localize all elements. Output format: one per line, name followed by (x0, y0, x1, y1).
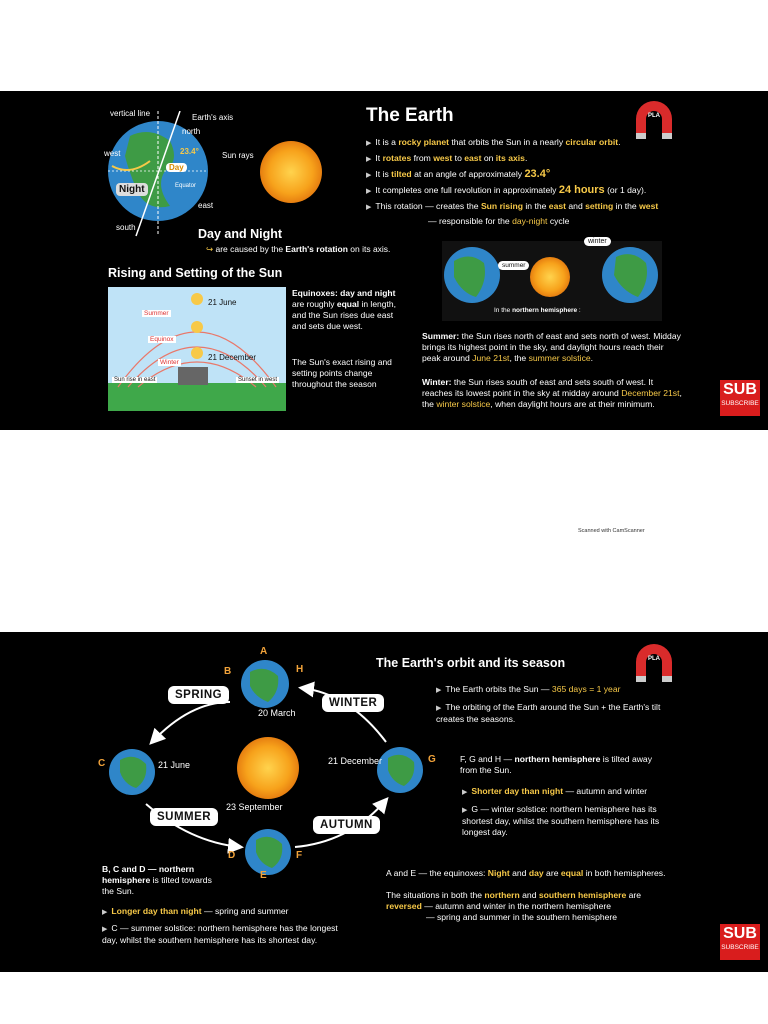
subscribe-button[interactable] (720, 380, 760, 416)
svg-text:PLA: PLA (648, 113, 660, 119)
bullet-seasons: ▶ The orbiting of the Earth around the Sun + the Earth's tilt creates the seasons. (436, 702, 661, 724)
summer-paragraph: Summer: the Sun rises north of east and sets north of west. Midday brings its highest point in the sky, and daylight hours reach their peak around June 21st, the summer solstice. (422, 331, 681, 363)
date-june: 21 June (158, 760, 191, 770)
rising-setting-heading: Rising and Setting of the Sun (108, 266, 283, 280)
bullet-tilted: ▶ It is tilted at an angle of approximately 23.4° (366, 168, 551, 180)
shorter-day-line: ▶ Shorter day than night — autumn and winter (462, 786, 648, 796)
date-march: 20 March (258, 708, 296, 718)
sky-label-sunrise: Sun rise in east (114, 377, 156, 383)
label-equator: Equator (175, 183, 197, 189)
sky-label-summer: Summer (144, 310, 169, 317)
sun-path-diagram (108, 287, 286, 411)
label-day: Day (166, 163, 187, 172)
letter-h: H (296, 664, 304, 675)
sky-label-winter: Winter (160, 359, 179, 366)
bullet-rotates: ▶ It rotates from west to east on its axis. (366, 153, 528, 163)
label-sun-rays: Sun rays (222, 151, 254, 160)
label-night: Night (116, 183, 148, 196)
season-spring: SPRING (168, 686, 229, 704)
letter-e: E (260, 870, 267, 881)
label-east: east (198, 201, 214, 210)
bcd-text: B, C and D — northern hemisphere is tilted towards the Sun. (102, 864, 212, 896)
magnet-logo-icon (630, 642, 678, 686)
g-text: ▶ G — winter solstice: northern hemisphere has its shortest day, whilst the southern hemisphere has its longest day. (462, 804, 660, 837)
ae-text: A and E — the equinoxes: Night and day are equal in both hemispheres. (386, 868, 666, 878)
date-december: 21 December (328, 756, 383, 766)
bullet-revolution: ▶ It completes one full revolution in approximately 24 hours (or 1 day). (366, 184, 647, 196)
slide-the-earth (0, 91, 768, 430)
letter-g: G (428, 754, 436, 765)
subscribe-small: SUBSCRIBE (721, 944, 759, 951)
exact-rising-text: The Sun's exact rising and setting points change throughout the season (292, 357, 392, 389)
subscribe-small: SUBSCRIBE (721, 400, 759, 407)
label-west: west (104, 149, 121, 158)
magnet-logo-icon (630, 99, 678, 143)
label-north: north (182, 127, 201, 136)
letter-d: D (228, 850, 236, 861)
slide-earth-orbit (0, 632, 768, 972)
bullet-orbit: ▶ The Earth orbits the Sun — 365 days = 1 year (436, 684, 621, 694)
subscribe-big: SUB (723, 381, 757, 398)
sun-center (237, 737, 299, 799)
season-summer: SUMMER (150, 808, 218, 826)
label-south: south (116, 223, 136, 232)
subscribe-button[interactable] (720, 924, 760, 960)
letter-b: B (224, 666, 232, 677)
bullet-rocky-planet: ▶ It is a rocky planet that orbits the Sun in a nearly circular orbit. (366, 137, 621, 147)
season-autumn: AUTUMN (313, 816, 380, 834)
bullet-rotation-sun: ▶ This rotation — creates the Sun rising in the east and setting in the west (366, 201, 659, 211)
label-angle: 23.4° (180, 147, 199, 156)
orbit-title: The Earth's orbit and its season (376, 656, 566, 670)
sun-graphic (258, 139, 324, 205)
label-earths-axis: Earth's axis (192, 113, 234, 122)
label-vertical-line: vertical line (110, 109, 151, 118)
subscribe-big: SUB (723, 925, 757, 942)
situations-text: The situations in both the northern and southern hemisphere are reversed — autumn and winter in the northern hemisphere — spring and summer in the southern hemisphere (386, 890, 642, 922)
day-night-text: ↪ are caused by the Earth's rotation on its axis. (206, 244, 391, 254)
scanner-watermark: Scanned with CamScanner (578, 528, 645, 534)
season-winter: WINTER (322, 694, 384, 712)
c-text: ▶ C — summer solstice: northern hemisphere has the longest day, whilst the southern hemisphere has its shortest day. (102, 923, 338, 945)
letter-c: C (98, 758, 106, 769)
page-title: The Earth (366, 105, 454, 126)
letter-a: A (260, 646, 268, 657)
equinox-text: Equinoxes: day and night are roughly equal in length, and the Sun rises due east and sets due west. (292, 288, 396, 331)
sky-label-sunset: Sunset in west (238, 377, 278, 383)
longer-day-line: ▶ Longer day than night — spring and summer (102, 906, 289, 916)
date-september: 23 September (226, 802, 283, 812)
hemi-caption: In the northern hemisphere : (494, 307, 581, 314)
day-night-heading: Day and Night (198, 227, 283, 241)
responsible-line: — responsible for the day-night cycle (428, 216, 570, 226)
winter-paragraph: Winter: the Sun rises south of east and sets south of west. It reaches its lowest point in the sky at midday around December 21st, the winter solstice, when daylight hours are at their minimum. (422, 377, 682, 409)
hemi-label-winter: winter (584, 237, 611, 246)
orbit-diagram (90, 642, 450, 882)
svg-text:PLA: PLA (648, 656, 660, 662)
sky-label-june: 21 June (208, 298, 237, 307)
sky-label-equinox: Equinox (150, 336, 174, 343)
letter-f: F (296, 850, 303, 861)
fgh-text: F, G and H — northern hemisphere is tilted away from the Sun. (460, 754, 653, 775)
hemi-label-summer: summer (498, 261, 529, 270)
sky-label-december: 21 December (208, 353, 257, 362)
